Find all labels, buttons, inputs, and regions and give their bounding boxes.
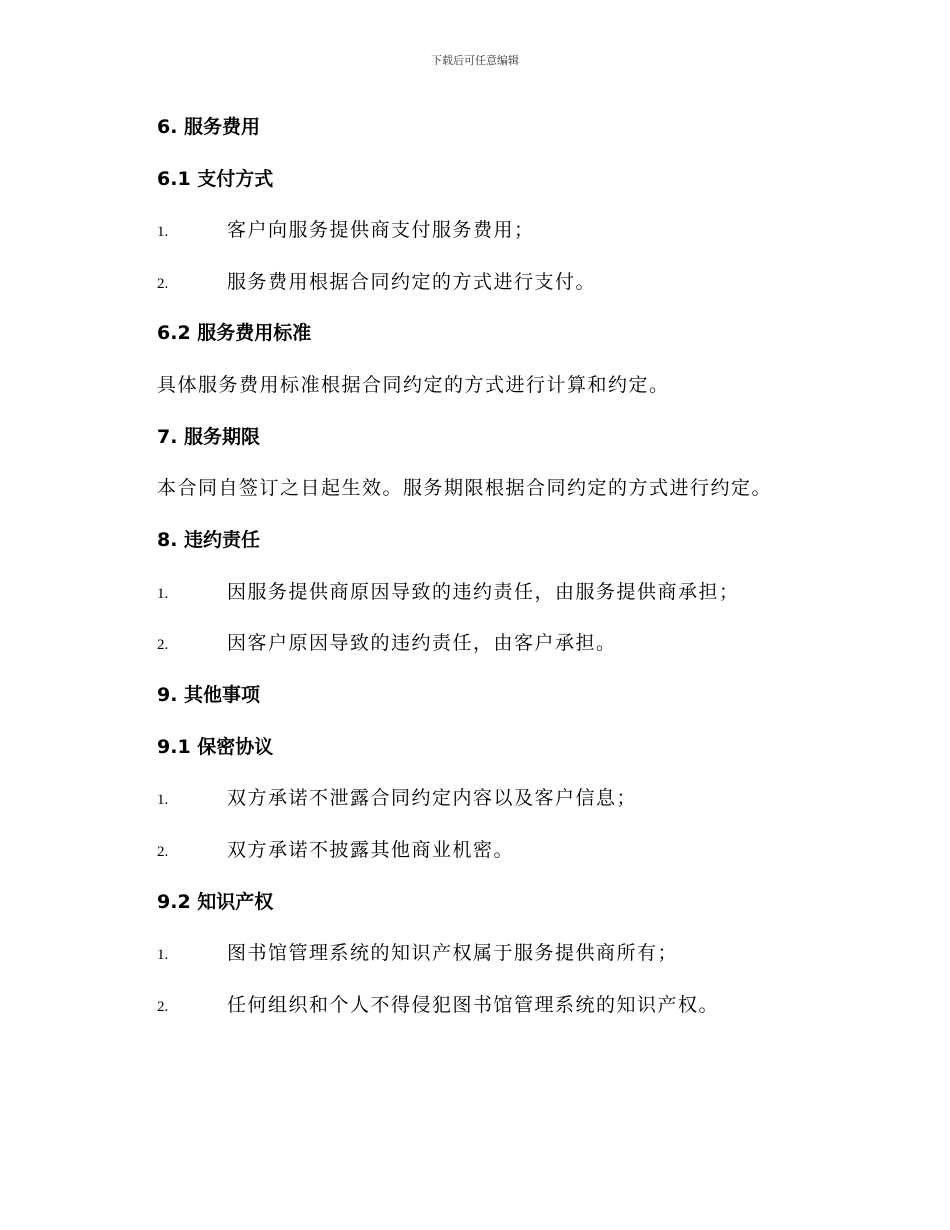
list-item — [157, 579, 740, 607]
list-item — [157, 217, 535, 245]
section-8-title: 8. 违约责任 — [157, 529, 261, 551]
section-7-title: 7. 服务期限 — [157, 426, 261, 448]
page-header: 下载后可任意编辑 — [431, 54, 519, 67]
section-6-title: 6. 服务费用 — [157, 116, 261, 138]
list-item-text: 因客户原因导致的违约责任，由客户承担。 — [227, 632, 617, 654]
list-item-number: 2. — [157, 276, 169, 292]
section-9-1-title: 9.1 保密协议 — [157, 736, 274, 758]
list-item — [157, 630, 617, 658]
list-item-number: 2. — [157, 844, 169, 860]
list-item-number: 2. — [157, 637, 169, 653]
list-item-number: 1. — [157, 586, 169, 602]
list-item-number: 1. — [157, 792, 169, 808]
section-6-2-body: 具体服务费用标准根据合同约定的方式进行计算和约定。 — [157, 374, 670, 396]
list-item-number: 2. — [157, 999, 169, 1015]
section-7-body: 本合同自签订之日起生效。服务期限根据合同约定的方式进行约定。 — [157, 477, 773, 499]
list-item — [157, 940, 678, 968]
list-item-number: 1. — [157, 224, 169, 240]
list-item — [157, 785, 637, 813]
section-9-2-title: 9.2 知识产权 — [157, 891, 274, 913]
list-item — [157, 269, 596, 297]
list-item-text: 因服务提供商原因导致的违约责任，由服务提供商承担； — [227, 581, 740, 603]
list-item-text: 客户向服务提供商支付服务费用； — [227, 219, 535, 241]
section-6-2-title: 6.2 服务费用标准 — [157, 322, 312, 344]
list-item-text: 服务费用根据合同约定的方式进行支付。 — [227, 271, 597, 293]
list-item-number: 1. — [157, 947, 169, 963]
list-item-text: 双方承诺不泄露合同约定内容以及客户信息； — [227, 787, 638, 809]
list-item-text: 图书馆管理系统的知识产权属于服务提供商所有； — [227, 942, 679, 964]
list-item — [157, 837, 514, 865]
section-6-1-title: 6.1 支付方式 — [157, 168, 274, 190]
list-item-text: 任何组织和个人不得侵犯图书馆管理系统的知识产权。 — [227, 994, 720, 1016]
list-item — [157, 992, 719, 1020]
list-item-text: 双方承诺不披露其他商业机密。 — [227, 839, 515, 861]
section-9-title: 9. 其他事项 — [157, 684, 261, 706]
